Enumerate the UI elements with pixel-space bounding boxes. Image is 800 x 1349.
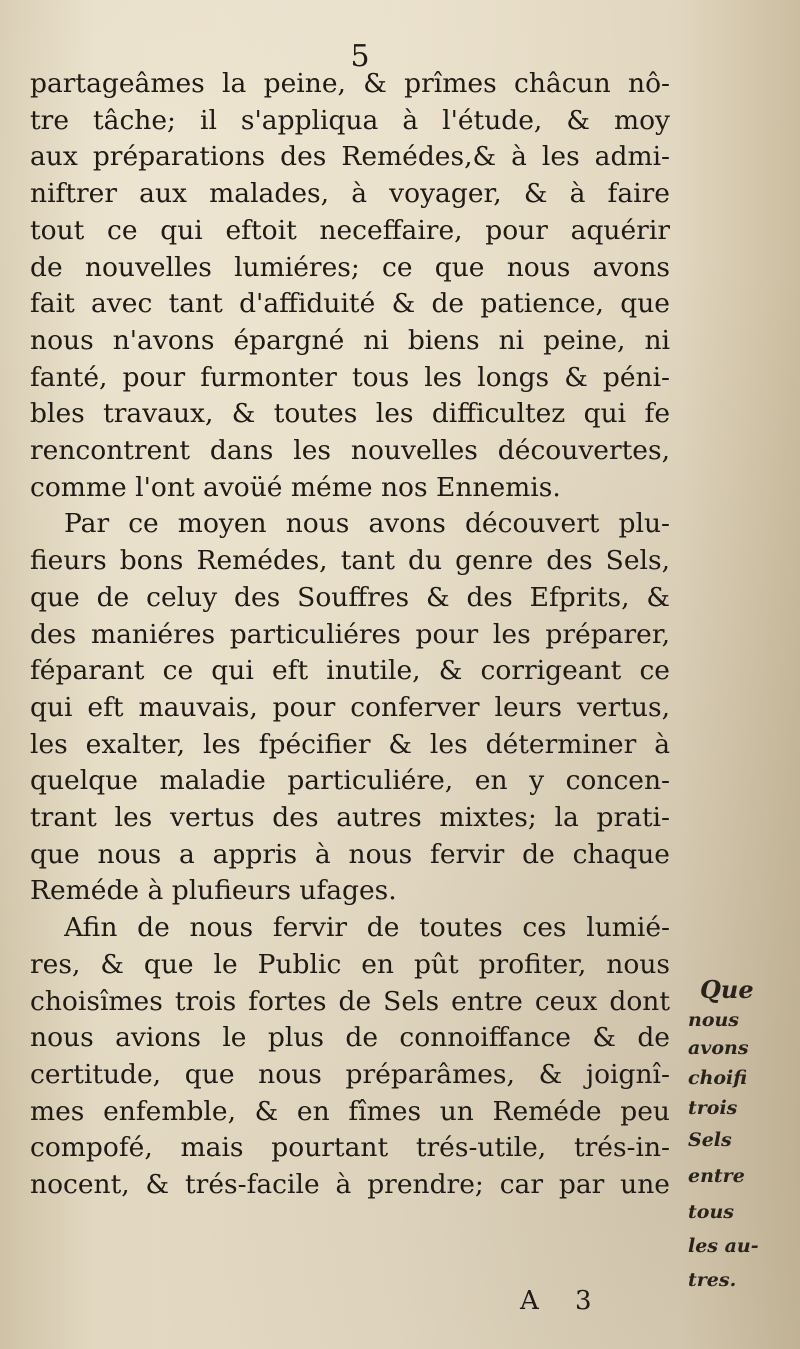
margin-note-line: nous [688, 1009, 739, 1031]
text-line: fanté, pour furmonter tous les longs & péni- [30, 361, 670, 393]
text-line: qui eft mauvais, pour conferver leurs vertus, [30, 691, 670, 723]
text-line: trant les vertus des autres mixtes; la prati- [30, 802, 670, 833]
text-line: nous n'avons épargné ni biens ni peine, ni [30, 324, 670, 356]
text-line: féparant ce qui eft inutile, & corrigeant ce [30, 655, 670, 687]
text-line: bles travaux, & toutes les difficultez qui fe [30, 398, 670, 430]
margin-note-line: avons [688, 1037, 749, 1059]
margin-note-line: entre [688, 1165, 745, 1187]
text-line: les exalter, les fpécifier & les déterminer à [30, 728, 670, 760]
margin-note-line: tous [688, 1201, 734, 1223]
text-line: niftrer aux malades, à voyager, & à faire [30, 178, 670, 210]
margin-note-line: les au- [688, 1235, 759, 1257]
text-line: que de celuy des Souffres & des Efprits, & [30, 581, 670, 613]
text-line: nocent, & trés-facile à prendre; car par une [30, 1169, 670, 1200]
text-line: choisîmes trois fortes de Sels entre ceux dont [30, 985, 670, 1017]
text-line: Par ce moyen nous avons découvert plu- [64, 508, 670, 540]
text-line: rencontrent dans les nouvelles découvertes, [30, 435, 670, 466]
text-line: Afin de nous fervir de toutes ces lumié- [64, 912, 670, 944]
text-line: fieurs bons Remédes, tant du genre des Sels, [30, 545, 670, 577]
margin-note-line: tres. [688, 1269, 737, 1291]
text-line: de nouvelles lumiéres; ce que nous avons [30, 251, 670, 283]
text-line: nous avions le plus de connoiffance & de [30, 1022, 670, 1054]
text-line: res, & que le Public en pût profiter, nous [30, 948, 670, 980]
text-line: partageâmes la peine, & prîmes châcun nô- [30, 68, 670, 99]
text-line: mes enfemble, & en fîmes un Reméde peu [30, 1095, 670, 1127]
margin-note-line: trois [688, 1097, 738, 1119]
text-line: fait avec tant d'affiduité & de patience, que [30, 288, 670, 320]
text-line: compofé, mais pourtant trés-utile, trés-in- [30, 1132, 670, 1164]
text-line: des maniéres particuliéres pour les préparer, [30, 618, 670, 650]
text-line: aux préparations des Remédes,& à les admi- [30, 141, 670, 173]
text-line: Reméde à plufieurs ufages. [30, 875, 397, 907]
margin-note-line: Sels [688, 1129, 732, 1151]
margin-note-line: Que [700, 975, 754, 1004]
text-line: comme l'ont avoüé méme nos Ennemis. [30, 471, 561, 503]
text-line: certitude, que nous préparâmes, & joignî- [30, 1058, 670, 1090]
text-line: tout ce qui eftoit neceffaire, pour aquérir [30, 214, 670, 246]
signature-mark: A 3 [520, 1286, 606, 1316]
text-line: quelque maladie particuliére, en y concen- [30, 765, 670, 797]
margin-note-line: choifi [688, 1067, 748, 1089]
page-number: 5 [350, 39, 370, 74]
text-line: que nous a appris à nous fervir de chaque [30, 838, 670, 870]
text-line: tre tâche; il s'appliqua à l'étude, & moy [30, 104, 670, 136]
